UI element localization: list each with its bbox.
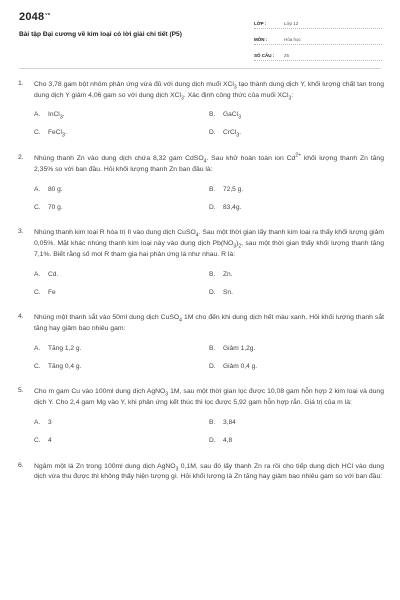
answer-option[interactable] xyxy=(209,289,384,296)
option-letter: A. xyxy=(34,270,41,278)
question-number: 1. xyxy=(18,80,24,87)
option-letter: C. xyxy=(34,362,41,370)
option-text: Giảm 1,2g. xyxy=(223,344,256,352)
question-number: 5. xyxy=(18,387,24,395)
question-item xyxy=(18,80,384,142)
option-text: InCl$_3$. xyxy=(48,110,65,120)
answer-row xyxy=(34,432,384,450)
meta-value: 25 xyxy=(284,53,290,58)
answer-row xyxy=(34,124,384,142)
logo-suffix: vn xyxy=(45,11,51,16)
question-number: 3. xyxy=(18,228,24,236)
document-meta xyxy=(254,14,382,62)
answer-option[interactable] xyxy=(34,363,209,370)
question-text: Nhúng thanh kim loại R hóa trị II vào dung dịch CuSO$_4$. Sau một thời gian lấy thanh kim loại ra thấy khối lượng giảm 0,05%. Mặt khác nhúng thanh kim loại này vào dung dịch $Pb(NO_3)_2$, sau một thời gian thấy khối lượng thanh tăng 7,1%. Biết rằng số mol R tham gia hai phản ứng là như nhau. R là: xyxy=(34,229,384,258)
option-letter: B. xyxy=(209,270,216,278)
option-letter: D. xyxy=(209,437,216,445)
answer-row xyxy=(34,339,384,357)
meta-label: SỐ CÂU : xyxy=(254,53,275,58)
answer-option[interactable] xyxy=(209,204,384,211)
option-letter: B. xyxy=(209,344,216,352)
option-letter: A. xyxy=(34,344,41,352)
meta-value: Hóa học xyxy=(284,37,301,42)
option-text: 72,5 g. xyxy=(223,185,244,193)
option-letter: C. xyxy=(34,203,41,211)
option-text: Fe xyxy=(48,288,56,296)
meta-row-question-count xyxy=(254,46,382,61)
question-item xyxy=(18,228,384,301)
question-item xyxy=(18,154,384,216)
question-item xyxy=(18,313,384,375)
answer-row xyxy=(34,283,384,301)
answer-option[interactable] xyxy=(34,437,209,444)
header-divider xyxy=(19,68,381,69)
option-text: 70 g. xyxy=(48,203,63,211)
question-text: Nhúng thanh Zn vào dung dịch chứa 8,32 gam CdSO$_4$. Sau khử hoàn toàn ion $Cd^{2+}$ khối lượng thanh Zn tăng 2,35% so với ban đầu. Hỏi khối lượng thanh Zn ban đầu là: xyxy=(34,152,384,173)
option-text: Tăng 0,4 g. xyxy=(48,362,82,370)
answer-option[interactable] xyxy=(209,186,384,193)
question-item xyxy=(18,387,384,449)
answer-option[interactable] xyxy=(34,419,209,426)
answer-options xyxy=(34,180,384,216)
answer-option[interactable] xyxy=(34,111,209,120)
option-text: 3 xyxy=(48,419,52,427)
answer-option[interactable] xyxy=(34,271,209,278)
answer-option[interactable] xyxy=(34,129,209,138)
answer-options xyxy=(34,339,384,375)
option-text: FeCl$_3$. xyxy=(48,128,67,138)
question-text: Cho 3,78 gam bột nhôm phản ứng vừa đủ với dung dịch muối XCl$_3$ tạo thành dung dịch Y, khối lượng chất tan trong dung dịch Y giảm 4,06 gam so với dung dịch XCl$_3$. Xác định công thức của muối XCl$_3$: xyxy=(34,81,385,101)
answer-row xyxy=(34,414,384,432)
answer-option[interactable] xyxy=(209,437,384,444)
option-text: CrCl$_3$. xyxy=(223,128,242,138)
answer-option[interactable] xyxy=(209,129,384,138)
meta-label: LỚP : xyxy=(254,21,267,26)
meta-row-class xyxy=(254,14,382,29)
option-text: 4,8 xyxy=(223,437,233,445)
logo-text: 2048 xyxy=(19,11,45,23)
meta-value: Lớp 12 xyxy=(284,21,299,26)
option-text: Cd. xyxy=(48,270,59,278)
question-text: Cho m gam Cu vào 100ml dung dịch AgNO$_3$ 1M, sau một thời gian lọc được 10,08 gam hỗn hợp 2 kim loại và dung dịch Y. Cho 2,4 gam Mg vào Y, khi phản ứng kết thúc thì lọc được 5,92 gam hỗn hợp rắn. Giá trị của m là: xyxy=(34,388,384,406)
option-letter: D. xyxy=(209,362,216,370)
option-text: Zn. xyxy=(223,270,233,278)
option-letter: C. xyxy=(34,128,41,136)
option-text: GaCl$_3$ xyxy=(223,110,242,120)
option-letter: C. xyxy=(34,437,41,445)
answer-option[interactable] xyxy=(209,419,384,426)
answer-option[interactable] xyxy=(34,186,209,193)
answer-row xyxy=(34,198,384,216)
answer-option[interactable] xyxy=(209,363,384,370)
answer-options xyxy=(34,414,384,450)
option-letter: A. xyxy=(34,185,41,193)
answer-option[interactable] xyxy=(209,111,384,120)
option-letter: B. xyxy=(209,185,216,193)
answer-options xyxy=(34,265,384,301)
page-header xyxy=(0,0,400,68)
question-number: 6. xyxy=(18,461,24,469)
option-letter: B. xyxy=(209,110,216,118)
answer-option[interactable] xyxy=(209,271,384,278)
question-text: Ngâm một lá Zn trong 100ml dung dịch AgNO$_3$ 0,1M, sau đó lấy thanh Zn ra rồi cho tiếp dung dịch HCl vào dung dịch vừa thu được thì không thấy hiện tượng gì. Hỏi khối lượng lá Zn tăng hay giảm bao nhiêu gam so với ban đầu: xyxy=(34,462,384,481)
answer-option[interactable] xyxy=(209,345,384,352)
answer-option[interactable] xyxy=(34,289,209,296)
option-letter: A. xyxy=(34,110,41,118)
answer-option[interactable] xyxy=(34,204,209,211)
option-letter: D. xyxy=(209,288,216,296)
meta-row-subject xyxy=(254,30,382,45)
answer-row xyxy=(34,357,384,375)
question-text: Nhúng một thanh sắt vào 50ml dung dịch CuSO$_4$ 1M cho đến khi dung dịch hết màu xanh. Hỏi khối lượng thanh sắt tăng hay giảm bao nhiêu gam: xyxy=(34,314,384,332)
option-text: Sn. xyxy=(223,288,233,296)
question-item xyxy=(18,462,384,483)
option-text: Tăng 1,2 g. xyxy=(48,344,82,352)
answer-option[interactable] xyxy=(34,345,209,352)
answer-options xyxy=(34,106,384,142)
option-text: Giảm 0,4 g. xyxy=(223,362,258,370)
answer-row xyxy=(34,106,384,124)
question-number: 4. xyxy=(18,313,24,321)
option-letter: C. xyxy=(34,288,41,296)
meta-label: MÔN : xyxy=(254,37,268,42)
option-text: 3,84 xyxy=(223,419,236,427)
question-list xyxy=(18,80,384,495)
option-letter: A. xyxy=(34,419,41,427)
option-letter: B. xyxy=(209,419,216,427)
document-title: Bài tập Đại cương về kim loại có lời giải chi tiết (P5) xyxy=(19,31,182,38)
answer-row xyxy=(34,180,384,198)
option-text: 80 g. xyxy=(48,185,63,193)
option-text: 4 xyxy=(48,437,52,445)
question-number: 2. xyxy=(18,154,24,162)
option-letter: D. xyxy=(209,203,216,211)
site-logo[interactable] xyxy=(19,11,50,23)
answer-row xyxy=(34,265,384,283)
option-letter: D. xyxy=(209,128,216,136)
option-text: 83,4g. xyxy=(223,203,242,211)
